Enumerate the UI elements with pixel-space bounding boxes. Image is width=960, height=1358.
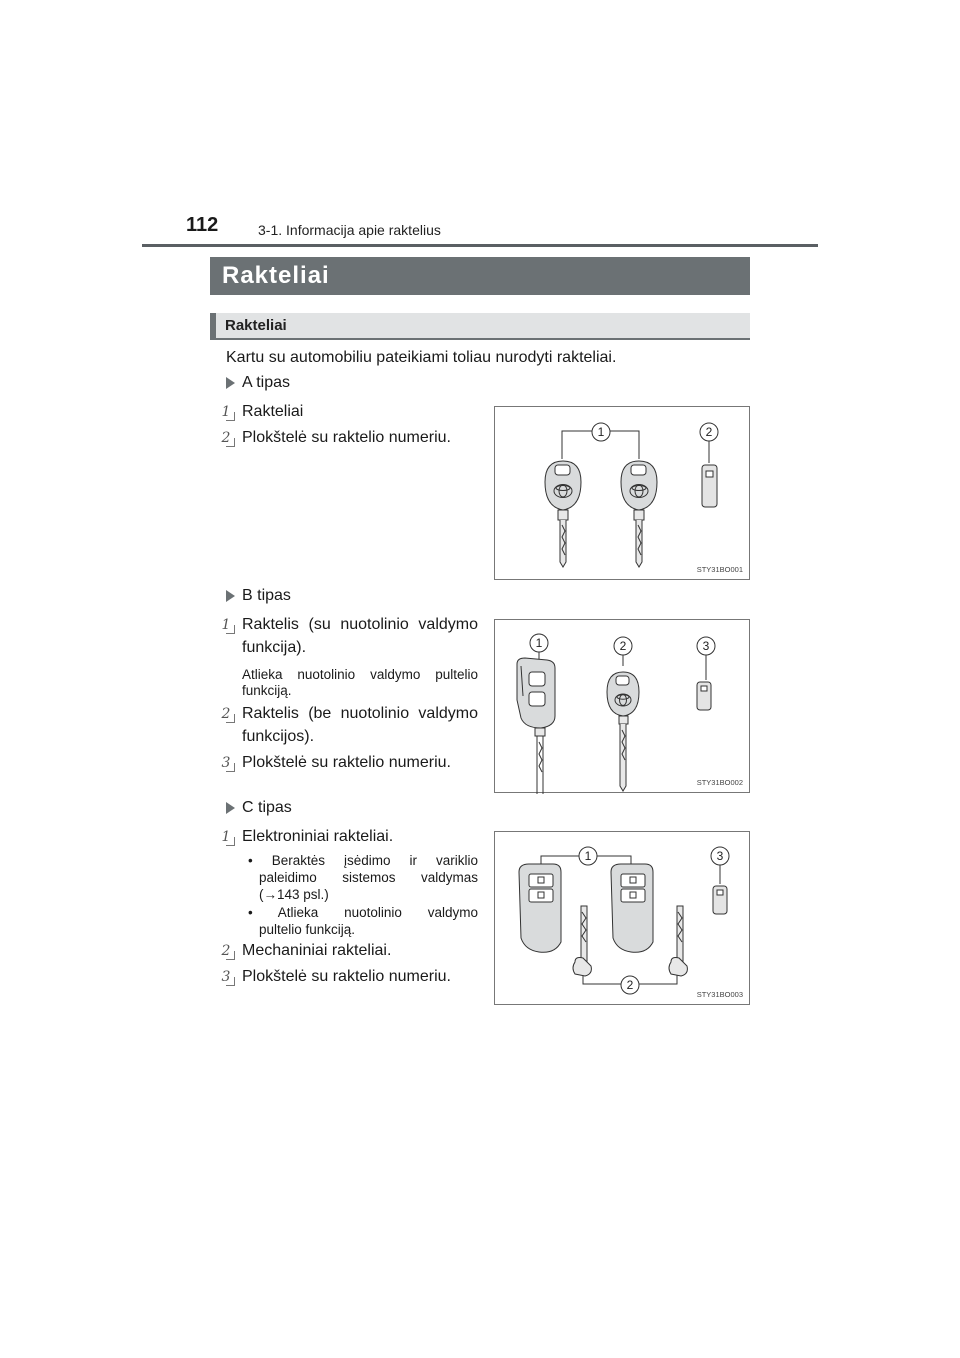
arrow-icon xyxy=(226,802,235,814)
keys-illustration-b xyxy=(495,620,751,794)
type-a-item-2: Plokštelė su raktelio numeriu. xyxy=(242,429,451,446)
callout-number-3: 3 xyxy=(218,968,234,986)
arrow-icon xyxy=(226,590,235,602)
type-b-item-3: Plokštelė su raktelio numeriu. xyxy=(242,754,451,771)
type-c-bullet-2-line-2: pultelio funkciją. xyxy=(259,922,356,937)
type-c-bullet-1-line-2: paleidimo sistemos valdymas xyxy=(259,870,478,885)
subheading-bar xyxy=(210,313,750,340)
subheading-title: Rakteliai xyxy=(225,317,287,334)
figure-callout-1: 1 xyxy=(584,849,592,863)
section-heading: 3-1. Informacija apie raktelius xyxy=(258,222,441,238)
type-b-item-2-line-2: funkcijos). xyxy=(242,728,315,745)
figure-callout-2: 2 xyxy=(705,425,713,439)
keys-illustration-a xyxy=(495,407,751,581)
callout-number-1: 1 xyxy=(218,828,234,846)
figure-code: STY31BO001 xyxy=(696,565,743,574)
title-banner xyxy=(210,257,750,295)
callout-number-1: 1 xyxy=(218,616,234,634)
figure-type-b xyxy=(494,619,750,793)
figure-callout-1: 1 xyxy=(535,636,543,650)
type-a-item-1: Rakteliai xyxy=(242,403,304,420)
type-b-item-1-line-1: Raktelis (su nuotolinio valdymo xyxy=(242,616,478,633)
type-b-note-line-2: funkciją. xyxy=(242,683,292,698)
figure-callout-3: 3 xyxy=(716,849,724,863)
type-c-bullet-1-line-3: (→143 psl.) xyxy=(259,887,329,902)
type-c-item-1: Elektroniniai rakteliai. xyxy=(242,828,394,845)
type-b-item-1-line-2: funkcija). xyxy=(242,639,307,656)
callout-number-2: 2 xyxy=(218,705,234,723)
figure-type-c xyxy=(494,831,750,1005)
type-b-label: B tipas xyxy=(242,587,291,604)
type-c-bullet-2-line-1: • Atlieka nuotolinio valdymo xyxy=(248,905,478,920)
header-rule xyxy=(142,244,818,247)
callout-number-2: 2 xyxy=(218,429,234,447)
arrow-icon xyxy=(226,377,235,389)
figure-callout-2: 2 xyxy=(619,639,627,653)
callout-number-3: 3 xyxy=(218,754,234,772)
type-c-bullet-1-line-1: • Beraktės įsėdimo ir variklio xyxy=(248,853,478,868)
figure-code: STY31BO002 xyxy=(696,778,743,787)
figure-code: STY31BO003 xyxy=(696,990,743,999)
type-c-label: C tipas xyxy=(242,799,292,816)
figure-callout-1: 1 xyxy=(597,425,605,439)
keys-illustration-c xyxy=(495,832,751,1006)
type-c-item-3: Plokštelė su raktelio numeriu. xyxy=(242,968,451,985)
type-b-note-line-1: Atlieka nuotolinio valdymo pultelio xyxy=(242,667,478,682)
type-a-label: A tipas xyxy=(242,374,291,391)
figure-callout-2: 2 xyxy=(626,978,634,992)
subheading-accent xyxy=(210,313,216,340)
figure-type-a xyxy=(494,406,750,580)
type-c-item-2: Mechaniniai rakteliai. xyxy=(242,942,392,959)
page-title: Rakteliai xyxy=(222,262,330,289)
callout-number-2: 2 xyxy=(218,942,234,960)
callout-number-1: 1 xyxy=(218,403,234,421)
intro-text: Kartu su automobiliu pateikiami toliau nurodyti rakteliai. xyxy=(226,349,617,366)
figure-callout-3: 3 xyxy=(702,639,710,653)
page-number: 112 xyxy=(186,214,219,236)
type-b-item-2-line-1: Raktelis (be nuotolinio valdymo xyxy=(242,705,478,722)
